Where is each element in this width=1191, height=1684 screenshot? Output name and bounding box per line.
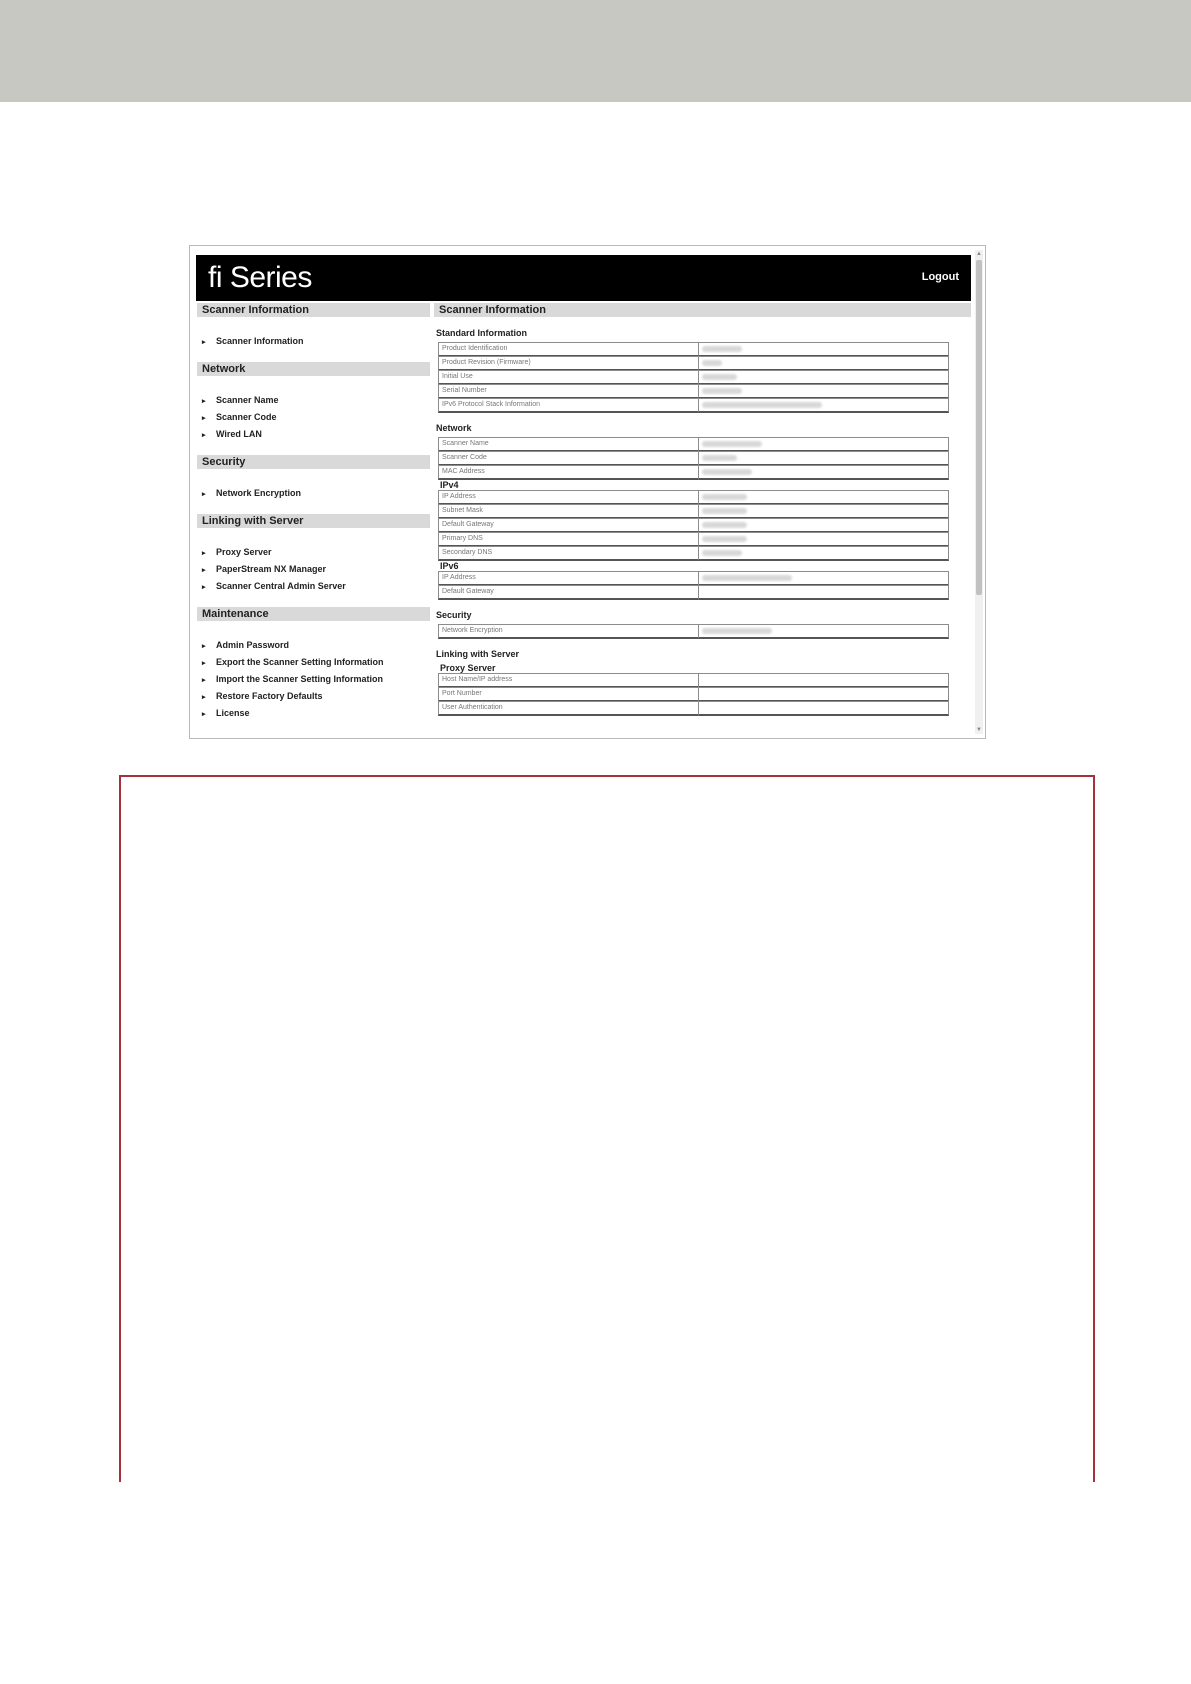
page-header-band [0,0,1191,102]
sidebar-group [197,303,430,350]
info-label: IP Address [438,490,699,505]
info-row [438,490,949,504]
info-label: Port Number [438,687,699,702]
info-value [699,571,949,586]
bullet-icon: ▸ [202,491,206,498]
info-value [699,398,949,413]
sidebar-item[interactable] [202,705,430,722]
bullet-icon: ▸ [202,432,206,439]
bullet-icon: ▸ [202,398,206,405]
logout-link[interactable]: Logout [921,271,959,283]
sidebar-item-label: Scanner Code [216,412,277,422]
info-value [699,342,949,357]
info-label: Network Encryption [438,624,699,639]
sidebar-item-label: Restore Factory Defaults [216,691,323,701]
sidebar-item[interactable] [202,485,430,502]
sidebar-group [197,362,430,443]
info-row [438,398,949,412]
info-row [438,437,949,451]
info-value [699,451,949,466]
info-value [699,437,949,452]
info-value [699,687,949,702]
sidebar-item-label: Import the Scanner Setting Information [216,674,384,684]
blurred-value [702,346,742,352]
info-value [699,701,949,716]
blurred-value [702,388,742,394]
info-label: IP Address [438,571,699,586]
info-row [438,687,949,701]
info-value [699,504,949,519]
sidebar-item[interactable] [202,688,430,705]
info-row [438,624,949,638]
blurred-value [702,494,747,500]
sidebar-item[interactable] [202,544,430,561]
sidebar-item[interactable] [202,637,430,654]
bullet-icon: ▸ [202,567,206,574]
info-label: Default Gateway [438,585,699,600]
info-value [699,546,949,561]
info-label: Initial Use [438,370,699,385]
section-title: Linking with Server [436,649,520,659]
info-value [699,490,949,505]
sidebar-item-label: Scanner Information [216,336,304,346]
blurred-value [702,469,752,475]
info-label: Product Revision (Firmware) [438,356,699,371]
section-title: Network [436,423,472,433]
scanner-web-screenshot [189,245,986,739]
info-label: Scanner Name [438,437,699,452]
info-row [438,532,949,546]
info-label: Primary DNS [438,532,699,547]
subsection-title: IPv6 [440,561,459,571]
info-label: Product Identification [438,342,699,357]
info-value [699,370,949,385]
sidebar-group-heading: Network [197,362,430,376]
info-value [699,356,949,371]
info-label: Serial Number [438,384,699,399]
sidebar-item-label: Wired LAN [216,429,262,439]
info-row [438,504,949,518]
bullet-icon: ▸ [202,694,206,701]
info-row [438,546,949,560]
bullet-icon: ▸ [202,643,206,650]
section-title: Security [436,610,472,620]
blurred-value [702,575,792,581]
info-label: Default Gateway [438,518,699,533]
blurred-value [702,441,762,447]
sidebar-item-label: Scanner Name [216,395,279,405]
sidebar-item[interactable] [202,671,430,688]
sidebar-item[interactable] [202,409,430,426]
info-label: Scanner Code [438,451,699,466]
sidebar-group [197,607,430,722]
subsection-title: IPv4 [440,480,459,490]
info-row [438,518,949,532]
blurred-value [702,360,722,366]
sidebar [197,303,430,738]
info-row [438,451,949,465]
blurred-value [702,402,822,408]
app-header [196,255,971,301]
info-row [438,342,949,356]
bullet-icon: ▸ [202,339,206,346]
info-label: Subnet Mask [438,504,699,519]
highlight-frame [119,775,1095,1482]
info-label: User Authentication [438,701,699,716]
vertical-scrollbar[interactable] [975,250,983,734]
info-label: IPv6 Protocol Stack Information [438,398,699,413]
bullet-icon: ▸ [202,415,206,422]
sidebar-group-heading: Security [197,455,430,469]
app-title: fi Series [208,261,312,294]
info-label: Secondary DNS [438,546,699,561]
bullet-icon: ▸ [202,677,206,684]
blurred-value [702,536,747,542]
info-row [438,571,949,585]
sidebar-item[interactable] [202,333,430,350]
sidebar-group-heading: Maintenance [197,607,430,621]
info-row [438,701,949,715]
info-value [699,585,949,600]
info-row [438,465,949,479]
sidebar-item-label: Scanner Central Admin Server [216,581,346,591]
sidebar-item-label: Admin Password [216,640,290,650]
blurred-value [702,374,737,380]
scroll-up-arrow-icon[interactable]: ▲ [976,251,982,257]
info-value [699,518,949,533]
subsection-title: Proxy Server [440,663,496,673]
sidebar-item-label: License [216,708,250,718]
info-row [438,370,949,384]
blurred-value [702,522,747,528]
bullet-icon: ▸ [202,584,206,591]
main-content [434,303,971,738]
info-value [699,532,949,547]
sidebar-item-label: Export the Scanner Setting Information [216,657,384,667]
sidebar-item[interactable] [202,392,430,409]
sidebar-group-heading: Scanner Information [197,303,430,317]
sidebar-item[interactable] [202,578,430,595]
sidebar-item[interactable] [202,654,430,671]
section-title: Standard Information [436,328,528,338]
info-value [699,465,949,480]
info-value [699,624,949,639]
sidebar-item[interactable] [202,561,430,578]
info-value [699,673,949,688]
info-row [438,356,949,370]
sidebar-group [197,514,430,595]
sidebar-item-label: Proxy Server [216,547,272,557]
blurred-value [702,628,772,634]
scroll-thumb[interactable] [976,260,982,595]
info-label: Host Name/IP address [438,673,699,688]
info-row [438,673,949,687]
bullet-icon: ▸ [202,660,206,667]
info-label: MAC Address [438,465,699,480]
info-row [438,384,949,398]
info-row [438,585,949,599]
main-heading: Scanner Information [434,303,971,317]
sidebar-group-heading: Linking with Server [197,514,430,528]
sidebar-group [197,455,430,502]
scroll-down-arrow-icon[interactable]: ▼ [976,727,982,733]
bullet-icon: ▸ [202,550,206,557]
sidebar-item[interactable] [202,426,430,443]
blurred-value [702,508,747,514]
sidebar-item-label: PaperStream NX Manager [216,564,327,574]
info-value [699,384,949,399]
bullet-icon: ▸ [202,711,206,718]
blurred-value [702,455,737,461]
sidebar-item-label: Network Encryption [216,488,302,498]
blurred-value [702,550,742,556]
